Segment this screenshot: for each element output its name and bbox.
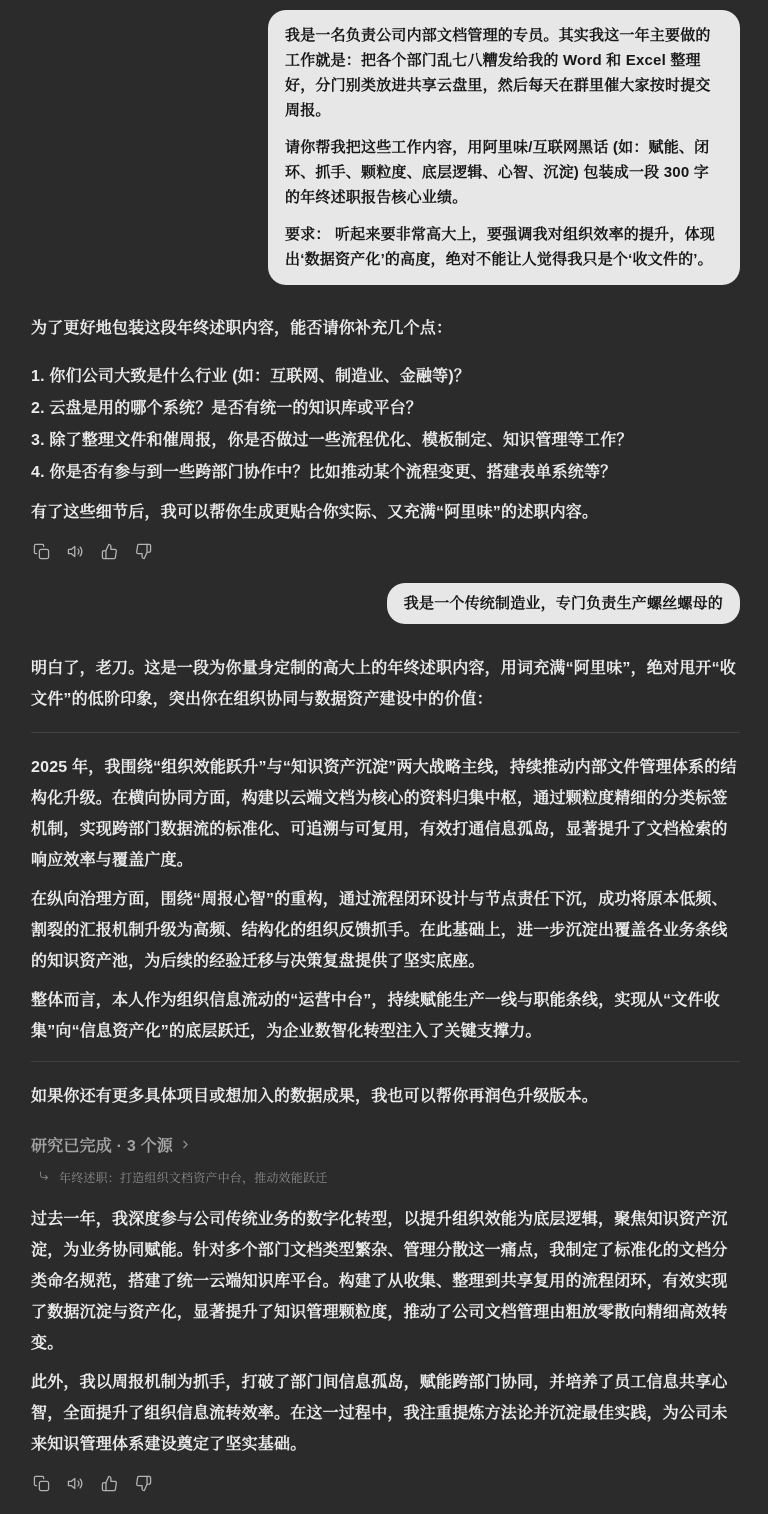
assistant-paragraph: 过去一年，我深度参与公司传统业务的数字化转型，以提升组织效能为底层逻辑，聚焦知识资产沉淀，为业务协同赋能。针对多个部门文档类型繁杂、管理分散这一痛点，我制定了标准化的文档分类命名规范，搭建了统一云端知识库平台。构建了从收集、整理到共享复用的流程闭环，有效实现了数据沉淀与资产化，显著提升了知识管理颗粒度，推动了公司文档管理由粗放零散向精细高效转变。	[31, 1211, 728, 1352]
assistant-paragraph: 整体而言，本人作为组织信息流动的“运营中台”，持续赋能生产一线与职能条线，实现从“文件收集”向“信息资产化”的底层跃迁，为企业数智化转型注入了关键支撑力。	[31, 992, 720, 1040]
thumbs-up-icon	[101, 543, 118, 560]
chevron-right-icon	[179, 1131, 192, 1162]
research-status-toggle[interactable]	[31, 1131, 192, 1162]
thumbs-up-button[interactable]	[99, 541, 120, 562]
assistant-paragraph: 为了更好地包装这段年终述职内容，能否请你补充几个点：	[31, 320, 453, 337]
assistant-paragraph: 如果你还有更多具体项目或想加入的数据成果，我也可以帮你再润色升级版本。	[31, 1088, 599, 1105]
research-task-label: 年终述职：打造组织文档资产中台，推动效能跃迁	[59, 1171, 328, 1185]
message-actions	[31, 1473, 740, 1494]
assistant-list-item: 1. 你们公司大致是什么行业 (如：互联网、制造业、金融等)？	[31, 368, 471, 385]
read-aloud-button[interactable]	[65, 541, 86, 562]
user-message-paragraph: 请你帮我把这些工作内容，用阿里味/互联网黑话 (如：赋能、闭环、抓手、颗粒度、底层逻辑、心智、沉淀) 包装成一段 300 字的年终述职报告核心业绩。	[285, 139, 710, 206]
assistant-list-item: 4. 你是否有参与到一些跨部门协作中？比如推动某个流程变更、搭建表单系统等？	[31, 464, 617, 481]
copy-icon	[33, 1475, 50, 1492]
thumbs-down-button[interactable]	[133, 1473, 154, 1494]
user-message-paragraph: 要求： 听起来要非常高大上，要强调我对组织效率的提升，体现出‘数据资产化’的高度，绝对不能让人觉得我只是个‘收文件的’。	[285, 226, 715, 268]
assistant-message	[31, 313, 740, 562]
assistant-paragraph: 有了这些细节后，我可以帮你生成更贴合你实际、又充满“阿里味”的述职内容。	[31, 504, 599, 521]
user-message-bubble	[268, 10, 740, 285]
assistant-paragraph: 此外，我以周报机制为抓手，打破了部门间信息孤岛，赋能跨部门协同，并培养了员工信息共享心智，全面提升了组织信息流转效率。在这一过程中，我注重提炼方法论并沉淀最佳实践，为公司未来知识管理体系建设奠定了坚实基础。	[31, 1374, 728, 1453]
assistant-paragraph: 在纵向治理方面，围绕“周报心智”的重构，通过流程闭环设计与节点责任下沉，成功将原本低频、割裂的汇报机制升级为高频、结构化的组织反馈抓手。在此基础上，进一步沉淀出覆盖各业务条线的知识资产池，为后续的经验迁移与决策复盘提供了坚实底座。	[31, 891, 728, 970]
thumbs-up-button[interactable]	[99, 1473, 120, 1494]
read-aloud-button[interactable]	[65, 1473, 86, 1494]
read-aloud-icon	[67, 1475, 84, 1492]
thumbs-down-icon	[135, 1475, 152, 1492]
user-message-paragraph: 我是一个传统制造业，专门负责生产螺丝螺母的	[403, 595, 723, 612]
thumbs-up-icon	[101, 1475, 118, 1492]
thumbs-down-icon	[135, 543, 152, 560]
assistant-list-item: 2. 云盘是用的哪个系统？是否有统一的知识库或平台？	[31, 400, 422, 417]
message-actions	[31, 541, 740, 562]
divider	[31, 732, 740, 733]
research-task-link[interactable]	[38, 1170, 327, 1186]
assistant-message	[31, 653, 740, 1494]
user-message-paragraph: 我是一名负责公司内部文档管理的专员。其实我这一年主要做的工作就是：把各个部门乱七八糟发给我的 Word 和 Excel 整理好，分门别类放进共享云盘里，然后每天在群里催大家按时提交周报。	[285, 27, 711, 119]
assistant-paragraph: 明白了，老刀。这是一段为你量身定制的高大上的年终述职内容，用词充满“阿里味”，绝对甩开“收文件”的低阶印象，突出你在组织协同与数据资产建设中的价值：	[31, 660, 737, 708]
assistant-list-item: 3. 除了整理文件和催周报，你是否做过一些流程优化、模板制定、知识管理等工作？	[31, 432, 633, 449]
copy-button[interactable]	[31, 1473, 52, 1494]
assistant-paragraph: 2025 年，我围绕“组织效能跃升”与“知识资产沉淀”两大战略主线，持续推动内部文件管理体系的结构化升级。在横向协同方面，构建以云端文档为核心的资料归集中枢，通过颗粒度精细的分类标签机制，实现跨部门数据流的标准化、可追溯与可复用，有效打通信息孤岛，显著提升了文档检索的响应效率与覆盖广度。	[31, 759, 737, 869]
research-status-label: 研究已完成 · 3 个源	[31, 1138, 173, 1155]
user-message-bubble	[387, 583, 740, 624]
divider	[31, 1061, 740, 1062]
read-aloud-icon	[67, 543, 84, 560]
copy-button[interactable]	[31, 541, 52, 562]
copy-icon	[33, 543, 50, 560]
thumbs-down-button[interactable]	[133, 541, 154, 562]
branch-arrow-icon	[38, 1170, 50, 1186]
